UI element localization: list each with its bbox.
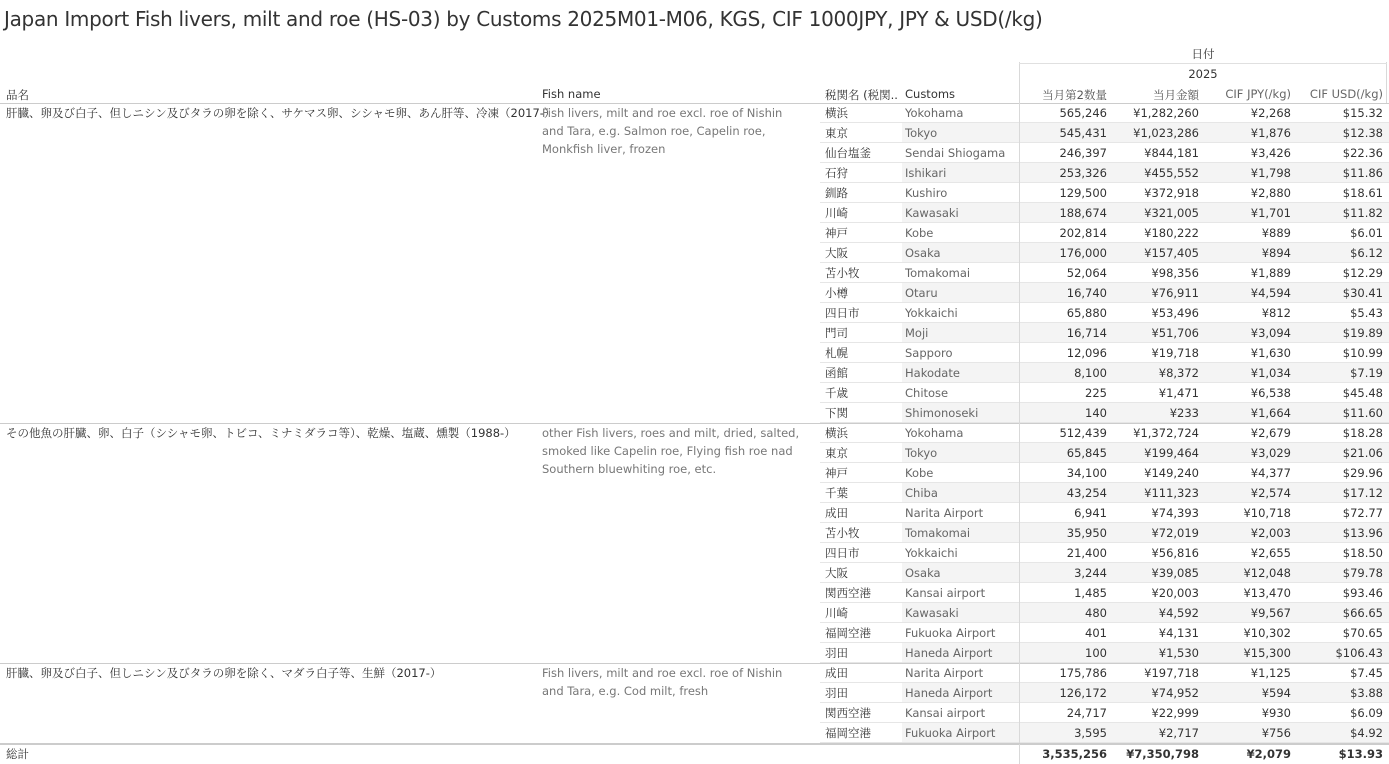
customs-en-cell: Kawasaki xyxy=(905,206,959,220)
grand-total-cif-jpy: ¥2,079 xyxy=(1246,747,1291,761)
customs-en-cell: Kushiro xyxy=(905,186,948,200)
quantity-cell: 512,439 xyxy=(1059,426,1107,440)
table-row[interactable] xyxy=(820,583,1389,603)
amount-cell: ¥2,717 xyxy=(1158,726,1199,740)
quantity-cell: 175,786 xyxy=(1059,666,1107,680)
cif-jpy-cell: ¥10,302 xyxy=(1243,626,1291,640)
cif-usd-cell: $7.45 xyxy=(1350,666,1383,680)
cif-jpy-cell: ¥1,889 xyxy=(1250,266,1291,280)
amount-cell: ¥4,131 xyxy=(1158,626,1199,640)
quantity-cell: 52,064 xyxy=(1066,266,1107,280)
amount-cell: ¥233 xyxy=(1169,406,1199,420)
customs-jp-cell: 小樽 xyxy=(825,286,848,300)
fish-name-cell[interactable]: other Fish livers, roes and milt, dried, salted, smoked like Capelin roe, Flying fish roe nad Southern bluewhiting roe, etc. xyxy=(542,426,800,476)
cif-usd-cell: $7.19 xyxy=(1350,366,1383,380)
customs-jp-cell: 門司 xyxy=(825,326,848,340)
amount-cell: ¥180,222 xyxy=(1144,226,1199,240)
amount-cell: ¥199,464 xyxy=(1144,446,1199,460)
customs-jp-cell: 関西空港 xyxy=(825,706,871,720)
cif-usd-cell: $72.77 xyxy=(1342,506,1383,520)
customs-en-cell: Yokohama xyxy=(905,426,964,440)
cif-jpy-cell: ¥9,567 xyxy=(1250,606,1291,620)
customs-jp-cell: 横浜 xyxy=(825,426,848,440)
cif-usd-cell: $106.43 xyxy=(1335,646,1383,660)
table-row[interactable] xyxy=(820,723,1389,743)
quantity-cell: 225 xyxy=(1085,386,1107,400)
table-row[interactable] xyxy=(820,103,1389,123)
fish-name-cell[interactable]: Fish livers, milt and roe excl. roe of Nishin and Tara, e.g. Cod milt, fresh xyxy=(542,666,783,698)
cif-usd-cell: $13.96 xyxy=(1342,526,1383,540)
customs-en-cell: Sapporo xyxy=(905,346,953,360)
table-row[interactable] xyxy=(820,163,1389,183)
table-row[interactable] xyxy=(820,263,1389,283)
amount-cell: ¥72,019 xyxy=(1151,526,1199,540)
cif-usd-cell: $4.92 xyxy=(1350,726,1383,740)
quantity-cell: 202,814 xyxy=(1059,226,1107,240)
cif-jpy-cell: ¥13,470 xyxy=(1243,586,1291,600)
customs-en-cell: Osaka xyxy=(905,246,941,260)
cif-usd-cell: $12.29 xyxy=(1342,266,1383,280)
quantity-cell: 545,431 xyxy=(1059,126,1107,140)
quantity-cell: 8,100 xyxy=(1074,366,1107,380)
item-name-cell[interactable]: 肝臓、卵及び白子、但しニシン及びタラの卵を除く、サケマス卵、シシャモ卵、あん肝等、冷凍（2017-） xyxy=(6,106,556,120)
quantity-cell: 3,595 xyxy=(1074,726,1107,740)
amount-cell: ¥22,999 xyxy=(1151,706,1199,720)
cif-jpy-cell: ¥4,594 xyxy=(1250,286,1291,300)
customs-en-cell: Kansai airport xyxy=(905,706,986,720)
cif-usd-cell: $66.65 xyxy=(1342,606,1383,620)
cif-usd-cell: $45.48 xyxy=(1342,386,1383,400)
cif-jpy-cell: ¥2,655 xyxy=(1250,546,1291,560)
table-row[interactable] xyxy=(820,123,1389,143)
customs-jp-cell: 福岡空港 xyxy=(825,626,871,640)
customs-jp-cell: 函館 xyxy=(825,366,848,380)
amount-cell: ¥4,592 xyxy=(1158,606,1199,620)
grand-total-label: 総計 xyxy=(6,747,29,761)
cif-usd-cell: $30.41 xyxy=(1342,286,1383,300)
customs-jp-cell: 東京 xyxy=(825,126,848,140)
table-row[interactable] xyxy=(820,143,1389,163)
table-row[interactable] xyxy=(820,363,1389,383)
cif-jpy-cell: ¥15,300 xyxy=(1243,646,1291,660)
grand-total-cif-usd: $13.93 xyxy=(1338,747,1383,761)
quantity-cell: 35,950 xyxy=(1066,526,1107,540)
amount-cell: ¥8,372 xyxy=(1158,366,1199,380)
amount-cell: ¥1,471 xyxy=(1158,386,1199,400)
table-row[interactable] xyxy=(820,283,1389,303)
customs-jp-cell: 仙台塩釜 xyxy=(825,146,871,160)
amount-cell: ¥51,706 xyxy=(1151,326,1199,340)
quantity-cell: 565,246 xyxy=(1059,106,1107,120)
grand-total-amount: ¥7,350,798 xyxy=(1126,747,1199,761)
cif-usd-cell: $15.32 xyxy=(1342,106,1383,120)
cif-jpy-cell: ¥894 xyxy=(1261,246,1291,260)
customs-en-cell: Yokkaichi xyxy=(905,306,958,320)
amount-cell: ¥372,918 xyxy=(1144,186,1199,200)
cif-usd-cell: $6.01 xyxy=(1350,226,1383,240)
amount-cell: ¥455,552 xyxy=(1144,166,1199,180)
customs-jp-cell: 四日市 xyxy=(825,546,860,560)
customs-jp-cell: 四日市 xyxy=(825,306,860,320)
cif-usd-cell: $6.12 xyxy=(1350,246,1383,260)
quantity-cell: 129,500 xyxy=(1059,186,1107,200)
customs-jp-cell: 石狩 xyxy=(825,166,848,180)
quantity-cell: 24,717 xyxy=(1066,706,1107,720)
amount-cell: ¥53,496 xyxy=(1151,306,1199,320)
table-row[interactable] xyxy=(820,603,1389,623)
cif-jpy-cell: ¥1,034 xyxy=(1250,366,1291,380)
customs-jp-cell: 成田 xyxy=(825,506,848,520)
amount-cell: ¥1,372,724 xyxy=(1133,426,1199,440)
cif-jpy-cell: ¥2,268 xyxy=(1250,106,1291,120)
cif-jpy-cell: ¥4,377 xyxy=(1250,466,1291,480)
table-row[interactable] xyxy=(820,703,1389,723)
customs-en-cell: Kawasaki xyxy=(905,606,959,620)
year-header[interactable]: 2025 xyxy=(1188,67,1218,81)
cif-usd-cell: $18.28 xyxy=(1342,426,1383,440)
customs-jp-cell: 釧路 xyxy=(825,186,848,200)
cif-usd-cell: $6.09 xyxy=(1350,706,1383,720)
amount-cell: ¥98,356 xyxy=(1151,266,1199,280)
amount-cell: ¥844,181 xyxy=(1144,146,1199,160)
quantity-cell: 176,000 xyxy=(1059,246,1107,260)
cif-usd-cell: $11.86 xyxy=(1342,166,1383,180)
table-row[interactable] xyxy=(820,623,1389,643)
cif-jpy-cell: ¥12,048 xyxy=(1243,566,1291,580)
table-row[interactable] xyxy=(820,303,1389,323)
customs-en-cell: Ishikari xyxy=(905,166,947,180)
customs-jp-cell: 千葉 xyxy=(825,486,848,500)
quantity-cell: 16,740 xyxy=(1066,286,1107,300)
table-row[interactable] xyxy=(820,663,1389,683)
cif-jpy-cell: ¥1,876 xyxy=(1250,126,1291,140)
quantity-column-header[interactable]: 当月第2数量 xyxy=(1042,88,1107,102)
cif-jpy-cell: ¥1,664 xyxy=(1250,406,1291,420)
amount-cell: ¥157,405 xyxy=(1144,246,1199,260)
customs-en-cell: Hakodate xyxy=(905,366,960,380)
amount-cell: ¥321,005 xyxy=(1144,206,1199,220)
cif-jpy-cell: ¥1,701 xyxy=(1250,206,1291,220)
cif-jpy-cell: ¥2,574 xyxy=(1250,486,1291,500)
customs-en-cell: Narita Airport xyxy=(905,666,984,680)
customs-en-cell: Kobe xyxy=(905,226,934,240)
customs-jp-cell: 大阪 xyxy=(825,246,848,260)
table-row[interactable] xyxy=(820,383,1389,403)
customs-en-cell: Narita Airport xyxy=(905,506,984,520)
customs-en-cell: Shimonoseki xyxy=(905,406,979,420)
table-row[interactable] xyxy=(820,423,1389,443)
cif-usd-cell: $12.38 xyxy=(1342,126,1383,140)
quantity-cell: 43,254 xyxy=(1066,486,1107,500)
amount-cell: ¥19,718 xyxy=(1151,346,1199,360)
customs-jp-cell: 神戸 xyxy=(825,226,848,240)
customs-jp-cell: 下関 xyxy=(825,406,848,420)
cif-usd-cell: $79.78 xyxy=(1342,566,1383,580)
table-row[interactable] xyxy=(820,183,1389,203)
customs-en-cell: Tomakomai xyxy=(905,266,971,280)
quantity-cell: 401 xyxy=(1085,626,1107,640)
amount-cell: ¥111,323 xyxy=(1144,486,1199,500)
cif-usd-cell: $11.82 xyxy=(1342,206,1383,220)
grand-total-quantity: 3,535,256 xyxy=(1042,747,1107,761)
amount-cell: ¥56,816 xyxy=(1151,546,1199,560)
quantity-cell: 6,941 xyxy=(1074,506,1107,520)
cif-usd-cell: $21.06 xyxy=(1342,446,1383,460)
customs-jp-cell: 東京 xyxy=(825,446,848,460)
customs-en-cell: Haneda Airport xyxy=(905,686,993,700)
quantity-cell: 480 xyxy=(1085,606,1107,620)
table-row[interactable] xyxy=(820,323,1389,343)
amount-cell: ¥74,393 xyxy=(1151,506,1199,520)
customs-en-cell: Tokyo xyxy=(905,126,938,140)
cif-jpy-cell: ¥6,538 xyxy=(1250,386,1291,400)
cif-jpy-cell: ¥2,679 xyxy=(1250,426,1291,440)
date-header[interactable]: 日付 xyxy=(1191,47,1215,61)
cif-jpy-cell: ¥1,630 xyxy=(1250,346,1291,360)
grand-total-row xyxy=(0,744,1389,764)
customs-jp-cell: 苫小牧 xyxy=(825,266,860,280)
customs-en-cell: Yokohama xyxy=(905,106,964,120)
customs-en-cell: Chiba xyxy=(905,486,938,500)
cif-jpy-cell: ¥3,426 xyxy=(1250,146,1291,160)
quantity-cell: 65,845 xyxy=(1066,446,1107,460)
amount-cell: ¥74,952 xyxy=(1151,686,1199,700)
quantity-cell: 21,400 xyxy=(1066,546,1107,560)
cif-usd-cell: $29.96 xyxy=(1342,466,1383,480)
quantity-cell: 140 xyxy=(1085,406,1107,420)
table-row[interactable] xyxy=(820,683,1389,703)
quantity-cell: 12,096 xyxy=(1066,346,1107,360)
customs-jp-cell: 羽田 xyxy=(825,646,848,660)
cif-jpy-cell: ¥889 xyxy=(1261,226,1291,240)
cif-usd-cell: $3.88 xyxy=(1350,686,1383,700)
table-row[interactable] xyxy=(820,523,1389,543)
quantity-cell: 1,485 xyxy=(1074,586,1107,600)
customs-en-column-header[interactable]: Customs xyxy=(905,87,956,101)
amount-cell: ¥39,085 xyxy=(1151,566,1199,580)
quantity-cell: 34,100 xyxy=(1066,466,1107,480)
cif-jpy-cell: ¥930 xyxy=(1261,706,1291,720)
customs-en-cell: Moji xyxy=(905,326,929,340)
customs-jp-column-header[interactable]: 税関名 (税関.. xyxy=(825,88,898,102)
customs-en-cell: Fukuoka Airport xyxy=(905,626,996,640)
cif-jpy-cell: ¥3,094 xyxy=(1250,326,1291,340)
cif-usd-cell: $10.99 xyxy=(1342,346,1383,360)
cif-usd-cell: $70.65 xyxy=(1342,626,1383,640)
item-name-cell[interactable]: 肝臓、卵及び白子、但しニシン及びタラの卵を除く、マダラ白子等、生鮮（2017-） xyxy=(6,666,442,680)
cif-usd-cell: $5.43 xyxy=(1350,306,1383,320)
cif-jpy-cell: ¥10,718 xyxy=(1243,506,1291,520)
customs-en-cell: Yokkaichi xyxy=(905,546,958,560)
amount-cell: ¥149,240 xyxy=(1144,466,1199,480)
cif-usd-column-header[interactable]: CIF USD(/kg) xyxy=(1309,87,1383,101)
amount-cell: ¥1,023,286 xyxy=(1133,126,1199,140)
customs-jp-cell: 神戸 xyxy=(825,466,848,480)
quantity-cell: 65,880 xyxy=(1066,306,1107,320)
quantity-cell: 246,397 xyxy=(1059,146,1107,160)
cif-usd-cell: $18.50 xyxy=(1342,546,1383,560)
table-row[interactable] xyxy=(820,443,1389,463)
customs-en-cell: Haneda Airport xyxy=(905,646,993,660)
page-title: Japan Import Fish livers, milt and roe (HS-03) by Customs 2025M01-M06, KGS, CIF 1000JPY, JPY & USD(/kg) xyxy=(4,7,1043,31)
customs-en-cell: Chitose xyxy=(905,386,949,400)
cif-jpy-cell: ¥1,798 xyxy=(1250,166,1291,180)
table-row[interactable] xyxy=(820,643,1389,663)
cif-jpy-cell: ¥2,880 xyxy=(1250,186,1291,200)
customs-jp-cell: 千歳 xyxy=(825,386,848,400)
customs-en-cell: Osaka xyxy=(905,566,941,580)
cif-usd-cell: $93.46 xyxy=(1342,586,1383,600)
customs-en-cell: Kobe xyxy=(905,466,934,480)
item-column-header[interactable]: 品名 xyxy=(6,88,29,102)
amount-cell: ¥1,530 xyxy=(1158,646,1199,660)
cif-jpy-cell: ¥3,029 xyxy=(1250,446,1291,460)
cif-jpy-cell: ¥1,125 xyxy=(1250,666,1291,680)
customs-jp-cell: 川崎 xyxy=(825,606,848,620)
amount-cell: ¥197,718 xyxy=(1144,666,1199,680)
quantity-cell: 100 xyxy=(1085,646,1107,660)
customs-en-cell: Tomakomai xyxy=(905,526,971,540)
fish-name-cell[interactable]: Fish livers, milt and roe excl. roe of Nishin and Tara, e.g. Salmon roe, Capelin roe, Monkfish liver, frozen xyxy=(542,106,783,156)
amount-column-header[interactable]: 当月金額 xyxy=(1153,88,1199,102)
customs-jp-cell: 関西空港 xyxy=(825,586,871,600)
quantity-cell: 16,714 xyxy=(1066,326,1107,340)
item-name-cell[interactable]: その他魚の肝臓、卵、白子（シシャモ卵、トビコ、ミナミダラコ等）、乾燥、塩蔵、燻製（1988-） xyxy=(6,426,516,440)
table-row[interactable] xyxy=(820,503,1389,523)
customs-jp-cell: 羽田 xyxy=(825,686,848,700)
cif-jpy-cell: ¥756 xyxy=(1261,726,1291,740)
customs-jp-cell: 苫小牧 xyxy=(825,526,860,540)
cif-jpy-column-header[interactable]: CIF JPY(/kg) xyxy=(1225,87,1291,101)
customs-en-cell: Kansai airport xyxy=(905,586,986,600)
customs-jp-cell: 大阪 xyxy=(825,566,848,580)
table-row[interactable] xyxy=(820,223,1389,243)
fish-name-column-header[interactable]: Fish name xyxy=(542,87,601,101)
amount-cell: ¥76,911 xyxy=(1151,286,1199,300)
cif-jpy-cell: ¥2,003 xyxy=(1250,526,1291,540)
header-rule xyxy=(1019,63,1387,64)
cif-jpy-cell: ¥594 xyxy=(1261,686,1291,700)
cif-usd-cell: $11.60 xyxy=(1342,406,1383,420)
customs-en-cell: Sendai Shiogama xyxy=(905,146,1006,160)
customs-en-cell: Otaru xyxy=(905,286,938,300)
cif-usd-cell: $22.36 xyxy=(1342,146,1383,160)
customs-en-cell: Tokyo xyxy=(905,446,938,460)
table-row[interactable] xyxy=(820,463,1389,483)
customs-jp-cell: 札幌 xyxy=(825,346,848,360)
table-row[interactable] xyxy=(820,483,1389,503)
table-row[interactable] xyxy=(820,403,1389,423)
customs-jp-cell: 成田 xyxy=(825,666,848,680)
customs-en-cell: Fukuoka Airport xyxy=(905,726,996,740)
quantity-cell: 253,326 xyxy=(1059,166,1107,180)
cif-jpy-cell: ¥812 xyxy=(1261,306,1291,320)
table-row[interactable] xyxy=(820,243,1389,263)
quantity-cell: 3,244 xyxy=(1074,566,1107,580)
table-row[interactable] xyxy=(820,343,1389,363)
table-row[interactable] xyxy=(820,543,1389,563)
quantity-cell: 126,172 xyxy=(1059,686,1107,700)
table-row[interactable] xyxy=(820,203,1389,223)
cif-usd-cell: $19.89 xyxy=(1342,326,1383,340)
customs-jp-cell: 福岡空港 xyxy=(825,726,871,740)
cif-usd-cell: $17.12 xyxy=(1342,486,1383,500)
quantity-cell: 188,674 xyxy=(1059,206,1107,220)
amount-cell: ¥1,282,260 xyxy=(1133,106,1199,120)
table-row[interactable] xyxy=(820,563,1389,583)
customs-jp-cell: 横浜 xyxy=(825,106,848,120)
cif-usd-cell: $18.61 xyxy=(1342,186,1383,200)
amount-cell: ¥20,003 xyxy=(1151,586,1199,600)
customs-jp-cell: 川崎 xyxy=(825,206,848,220)
